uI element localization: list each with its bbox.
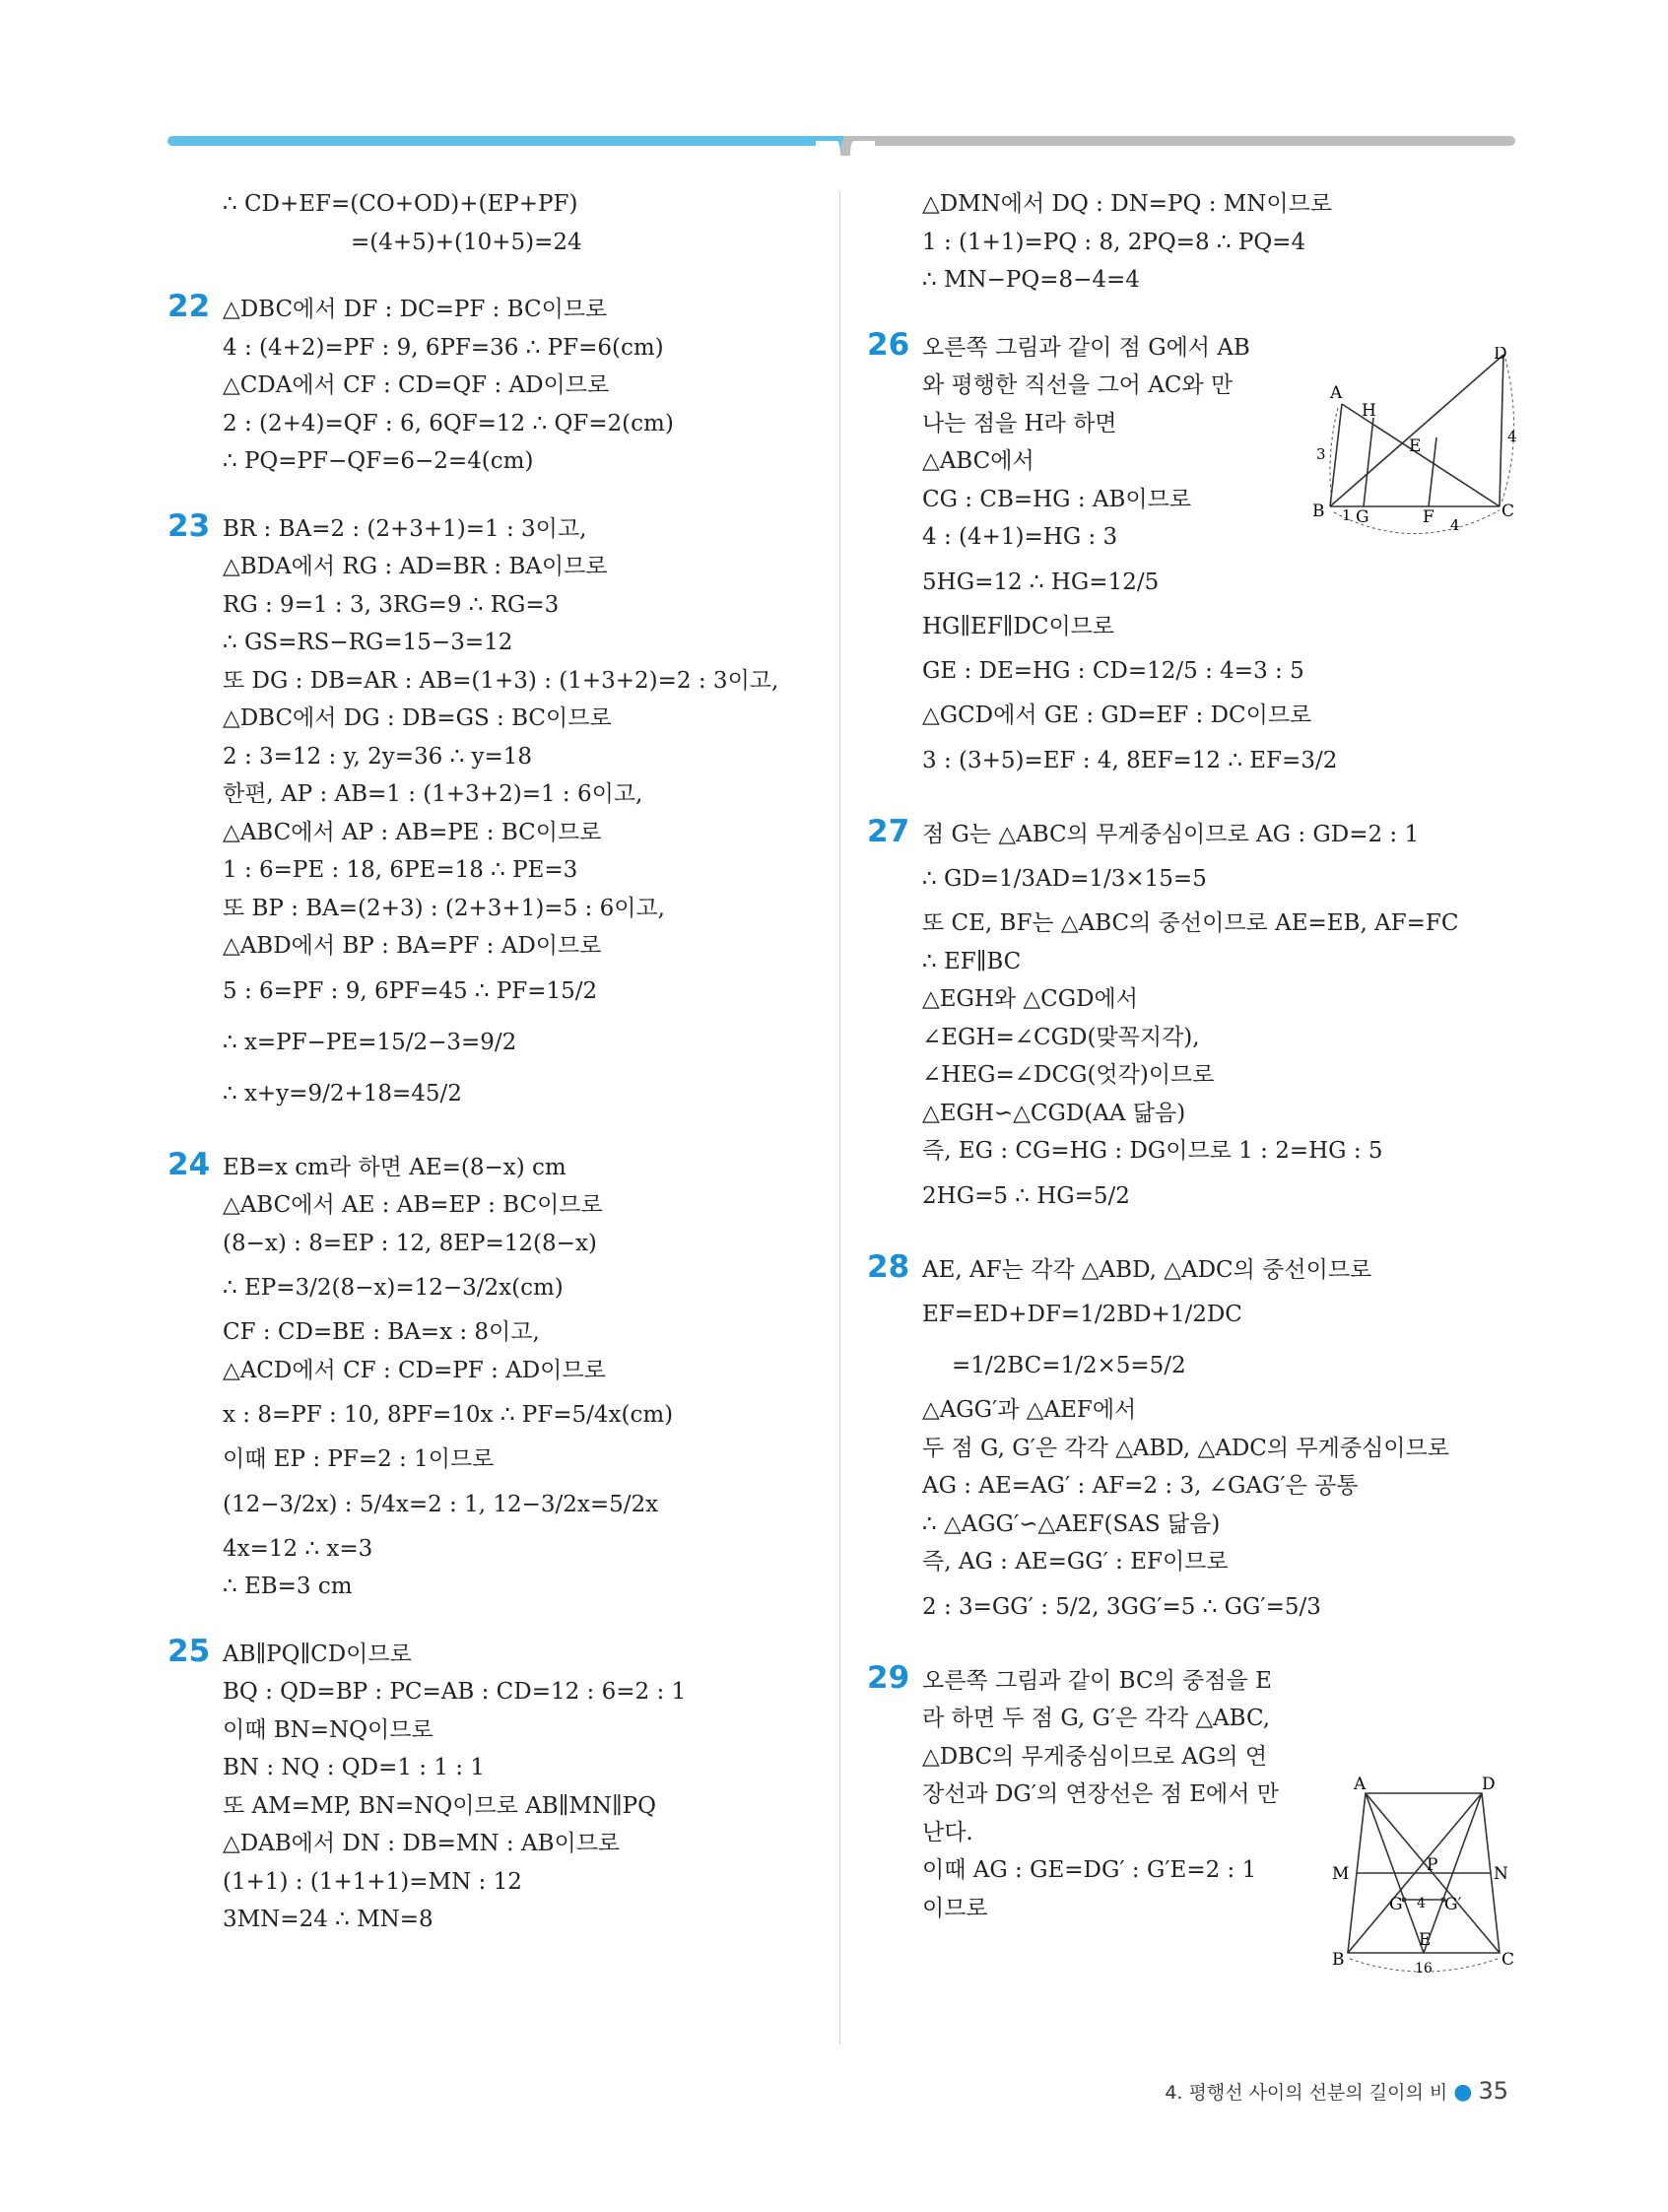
solution-line: BN : NQ : QD=1 : 1 : 1 (223, 1755, 485, 1780)
solution-line: 한편, AP : AB=1 : (1+3+2)=1 : 6이고, (223, 781, 643, 807)
figure-label: H (1362, 401, 1376, 421)
solution-line: ∠HEG=∠DCG(엇각)이므로 (922, 1062, 1215, 1088)
solution-line: 즉, AG : AE=GG′ : EF이므로 (922, 1549, 1229, 1575)
problem-25 (167, 1633, 818, 1939)
solution-line: ∴ x+y=9/2+18=45/2 (223, 1080, 462, 1106)
figure-label: C (1501, 1950, 1515, 1970)
problem-22 (167, 291, 818, 481)
column-divider (839, 192, 840, 2044)
solution-line: 또 AM=MP, BN=NQ이므로 AB∥MN∥PQ (223, 1792, 656, 1819)
solution-line: 1 : 6=PE : 18, 6PE=18 ∴ PE=3 (223, 857, 578, 883)
problem-number: 23 (167, 507, 211, 544)
figure-label: 3 (1316, 445, 1326, 463)
problem-number: 29 (867, 1659, 910, 1696)
solution-line: ∴ CD+EF=(CO+OD)+(EP+PF) (223, 191, 578, 217)
figure-problem-29 (1324, 1776, 1521, 1973)
solution-line: 2 : (2+4)=QF : 6, 6QF=12 ∴ QF=2(cm) (223, 410, 674, 436)
problem-27 (867, 813, 1517, 1222)
figure-label: D (1494, 347, 1507, 364)
solution-line: 와 평행한 직선을 그어 AC와 만 (922, 372, 1234, 398)
solution-line: 5 : 6=PF : 9, 6PF=45 ∴ PF=15/2 (223, 977, 598, 1004)
figure-label: A (1354, 1776, 1367, 1794)
solution-line: 즉, EG : CG=HG : DG이므로 1 : 2=HG : 5 (922, 1138, 1383, 1164)
figure-label: G (1356, 507, 1369, 527)
figure-label: 1 (1342, 506, 1352, 524)
solution-line: 3 : (3+5)=EF : 4, 8EF=12 ∴ EF=3/2 (922, 747, 1338, 773)
problem-28 (867, 1248, 1517, 1633)
solution-line: x : 8=PF : 10, 8PF=10x ∴ PF=5/4x(cm) (223, 1402, 674, 1428)
solution-line: AE, AF는 각각 △ABD, △ADC의 중선이므로 (922, 1256, 1372, 1283)
solution-line: △GCD에서 GE : GD=EF : DC이므로 (922, 703, 1312, 728)
solution-line: EB=x cm라 하면 AE=(8−x) cm (223, 1154, 567, 1180)
solution-line: ∴ PQ=PF−QF=6−2=4(cm) (223, 448, 534, 474)
solution-line: ∠EGH=∠CGD(맞꼭지각), (922, 1024, 1200, 1050)
figure-label: N (1494, 1864, 1508, 1884)
solution-line: △AGG′과 △AEF에서 (922, 1397, 1137, 1423)
solution-line: △ACD에서 CF : CD=PF : AD이므로 (223, 1357, 606, 1383)
solution-line: 이므로 (922, 1895, 988, 1921)
solution-line: HG∥EF∥DC이므로 (922, 613, 1115, 639)
solution-line: =(4+5)+(10+5)=24 (351, 229, 582, 255)
solution-line: △ABC에서 AE : AB=EP : BC이므로 (223, 1192, 603, 1218)
solution-line: △ABD에서 BP : BA=PF : AD이므로 (223, 933, 602, 959)
solution-line: △DBC의 무게중심이므로 AG의 연 (922, 1743, 1268, 1770)
solution-line: 4x=12 ∴ x=3 (223, 1535, 373, 1562)
solution-line: △DBC에서 DG : DB=GS : BC이므로 (223, 705, 612, 731)
solution-line: (1+1) : (1+1+1)=MN : 12 (223, 1868, 522, 1895)
solution-line: △EGH∽△CGD(AA 닮음) (922, 1100, 1186, 1126)
solution-line: 오른쪽 그림과 같이 점 G에서 AB (922, 334, 1250, 361)
solution-line: 1 : (1+1)=PQ : 8, 2PQ=8 ∴ PQ=4 (922, 229, 1306, 255)
bullet-icon: ● (1453, 2080, 1473, 2105)
solution-line: AG : AE=AG′ : AF=2 : 3, ∠GAG′은 공통 (922, 1473, 1359, 1499)
problem-number: 27 (867, 813, 910, 849)
solution-line: 이때 EP : PF=2 : 1이므로 (223, 1446, 495, 1472)
figure-label: G (1389, 1895, 1403, 1914)
solution-line: △DMN에서 DQ : DN=PQ : MN이므로 (922, 191, 1333, 217)
figure-label: 16 (1415, 1961, 1433, 1973)
solution-line: ∴ △AGG′∽△AEF(SAS 닮음) (922, 1510, 1221, 1537)
problem-number: 26 (867, 326, 910, 363)
figure-label: 4 (1417, 1896, 1426, 1911)
header-accent-bar-right (845, 136, 1515, 146)
figure-label: B (1332, 1950, 1345, 1970)
continued-solution (167, 185, 818, 261)
solution-line: △BDA에서 RG : AD=BR : BA이므로 (223, 554, 608, 579)
header-notch (816, 136, 875, 166)
chapter-title: 4. 평행선 사이의 선분의 길이의 비 (1165, 2082, 1448, 2104)
figure-label: E (1409, 436, 1422, 456)
figure-label: A (1330, 383, 1343, 403)
figure-label: C (1501, 502, 1515, 521)
page-footer (1165, 2077, 1508, 2105)
solution-line: CG : CB=HG : AB이므로 (922, 486, 1192, 512)
solution-line: RG : 9=1 : 3, 3RG=9 ∴ RG=3 (223, 591, 560, 618)
solution-line: GE : DE=HG : CD=12/5 : 4=3 : 5 (922, 658, 1304, 684)
problem-number: 24 (167, 1146, 211, 1182)
solution-line: 두 점 G, G′은 각각 △ABD, △ADC의 무게중심이므로 (922, 1435, 1449, 1461)
problem-24 (167, 1146, 818, 1606)
solution-line: △DAB에서 DN : DB=MN : AB이므로 (223, 1831, 621, 1856)
solution-line: 2 : 3=GG′ : 5/2, 3GG′=5 ∴ GG′=5/3 (922, 1593, 1321, 1620)
solution-line: AB∥PQ∥CD이므로 (223, 1641, 412, 1667)
solution-line: 오른쪽 그림과 같이 BC의 중점을 E (922, 1667, 1272, 1694)
left-column (167, 185, 818, 1969)
solution-line: 또 DG : DB=AR : AB=(1+3) : (1+3+2)=2 : 3이고, (223, 667, 779, 694)
solution-line: 또 CE, BF는 △ABC의 중선이므로 AE=EB, AF=FC (922, 910, 1459, 936)
figure-label: 4 (1450, 516, 1460, 534)
problem-number: 25 (167, 1633, 211, 1669)
solution-line: 난다. (922, 1819, 973, 1845)
solution-line: 이때 BN=NQ이므로 (223, 1716, 434, 1743)
solution-line: ∴ EF∥BC (922, 948, 1022, 974)
figure-label: P (1427, 1855, 1438, 1875)
solution-line: 장선과 DG′의 연장선은 점 E에서 만 (922, 1781, 1279, 1807)
solution-line: 4 : (4+2)=PF : 9, 6PF=36 ∴ PF=6(cm) (223, 334, 664, 361)
figure-label: 4 (1507, 428, 1517, 445)
figure-label: G′ (1444, 1895, 1462, 1914)
continued-solution (867, 185, 1517, 300)
solution-line: 라 하면 두 점 G, G′은 각각 △ABC, (922, 1706, 1271, 1731)
figure-label: B (1312, 502, 1325, 521)
solution-line: 점 G는 △ABC의 무게중심이므로 AG : GD=2 : 1 (922, 821, 1420, 847)
solution-line: BQ : QD=BP : PC=AB : CD=12 : 6=2 : 1 (223, 1679, 687, 1705)
solution-line: ∴ MN−PQ=8−4=4 (922, 267, 1140, 293)
figure-label: F (1423, 507, 1434, 527)
solution-line: ∴ GS=RS−RG=15−3=12 (223, 630, 513, 655)
figure-label: E (1419, 1930, 1432, 1950)
solution-line: 4 : (4+1)=HG : 3 (922, 524, 1118, 550)
solution-line: 나는 점을 H라 하면 (922, 410, 1117, 436)
solution-line: ∴ GD=1/3AD=1/3×15=5 (922, 866, 1207, 892)
solution-line: 이때 AG : GE=DG′ : G′E=2 : 1 (922, 1857, 1257, 1883)
solution-line: ∴ EP=3/2(8−x)=12−3/2x(cm) (223, 1275, 564, 1301)
solution-line: 5HG=12 ∴ HG=12/5 (922, 569, 1160, 595)
solution-line: 3MN=24 ∴ MN=8 (223, 1907, 434, 1932)
solution-line: BR : BA=2 : (2+3+1)=1 : 3이고, (223, 515, 587, 542)
figure-label: M (1332, 1864, 1350, 1884)
solution-line: CF : CD=BE : BA=x : 8이고, (223, 1319, 540, 1345)
solution-line: △DBC에서 DF : DC=PF : BC이므로 (223, 297, 608, 322)
header-accent-bar-left (167, 136, 837, 146)
solution-line: △ABC에서 AP : AB=PE : BC이므로 (223, 819, 602, 845)
solution-line: (12−3/2x) : 5/4x=2 : 1, 12−3/2x=5/2x (223, 1491, 659, 1517)
solution-line: ∴ x=PF−PE=15/2−3=9/2 (223, 1029, 517, 1055)
problem-23 (167, 507, 818, 1119)
figure-label: D (1482, 1776, 1496, 1794)
solution-line: △CDA에서 CF : CD=QF : AD이므로 (223, 372, 610, 398)
solution-line: (8−x) : 8=EP : 12, 8EP=12(8−x) (223, 1230, 597, 1256)
page-number: 35 (1478, 2077, 1508, 2105)
problem-number: 28 (867, 1248, 910, 1285)
solution-line: △EGH와 △CGD에서 (922, 986, 1138, 1012)
solution-line: 또 BP : BA=(2+3) : (2+3+1)=5 : 6이고, (223, 895, 665, 921)
solution-line: ∴ EB=3 cm (223, 1574, 353, 1599)
solution-line: △ABC에서 (922, 448, 1034, 474)
solution-line: EF=ED+DF=1/2BD+1/2DC (922, 1302, 1242, 1327)
solution-line: =1/2BC=1/2×5=5/2 (952, 1353, 1186, 1378)
solution-line: 2HG=5 ∴ HG=5/2 (922, 1182, 1130, 1209)
solution-line: 2 : 3=12 : y, 2y=36 ∴ y=18 (223, 743, 533, 770)
figure-problem-26 (1312, 347, 1519, 544)
problem-number: 22 (167, 289, 211, 324)
